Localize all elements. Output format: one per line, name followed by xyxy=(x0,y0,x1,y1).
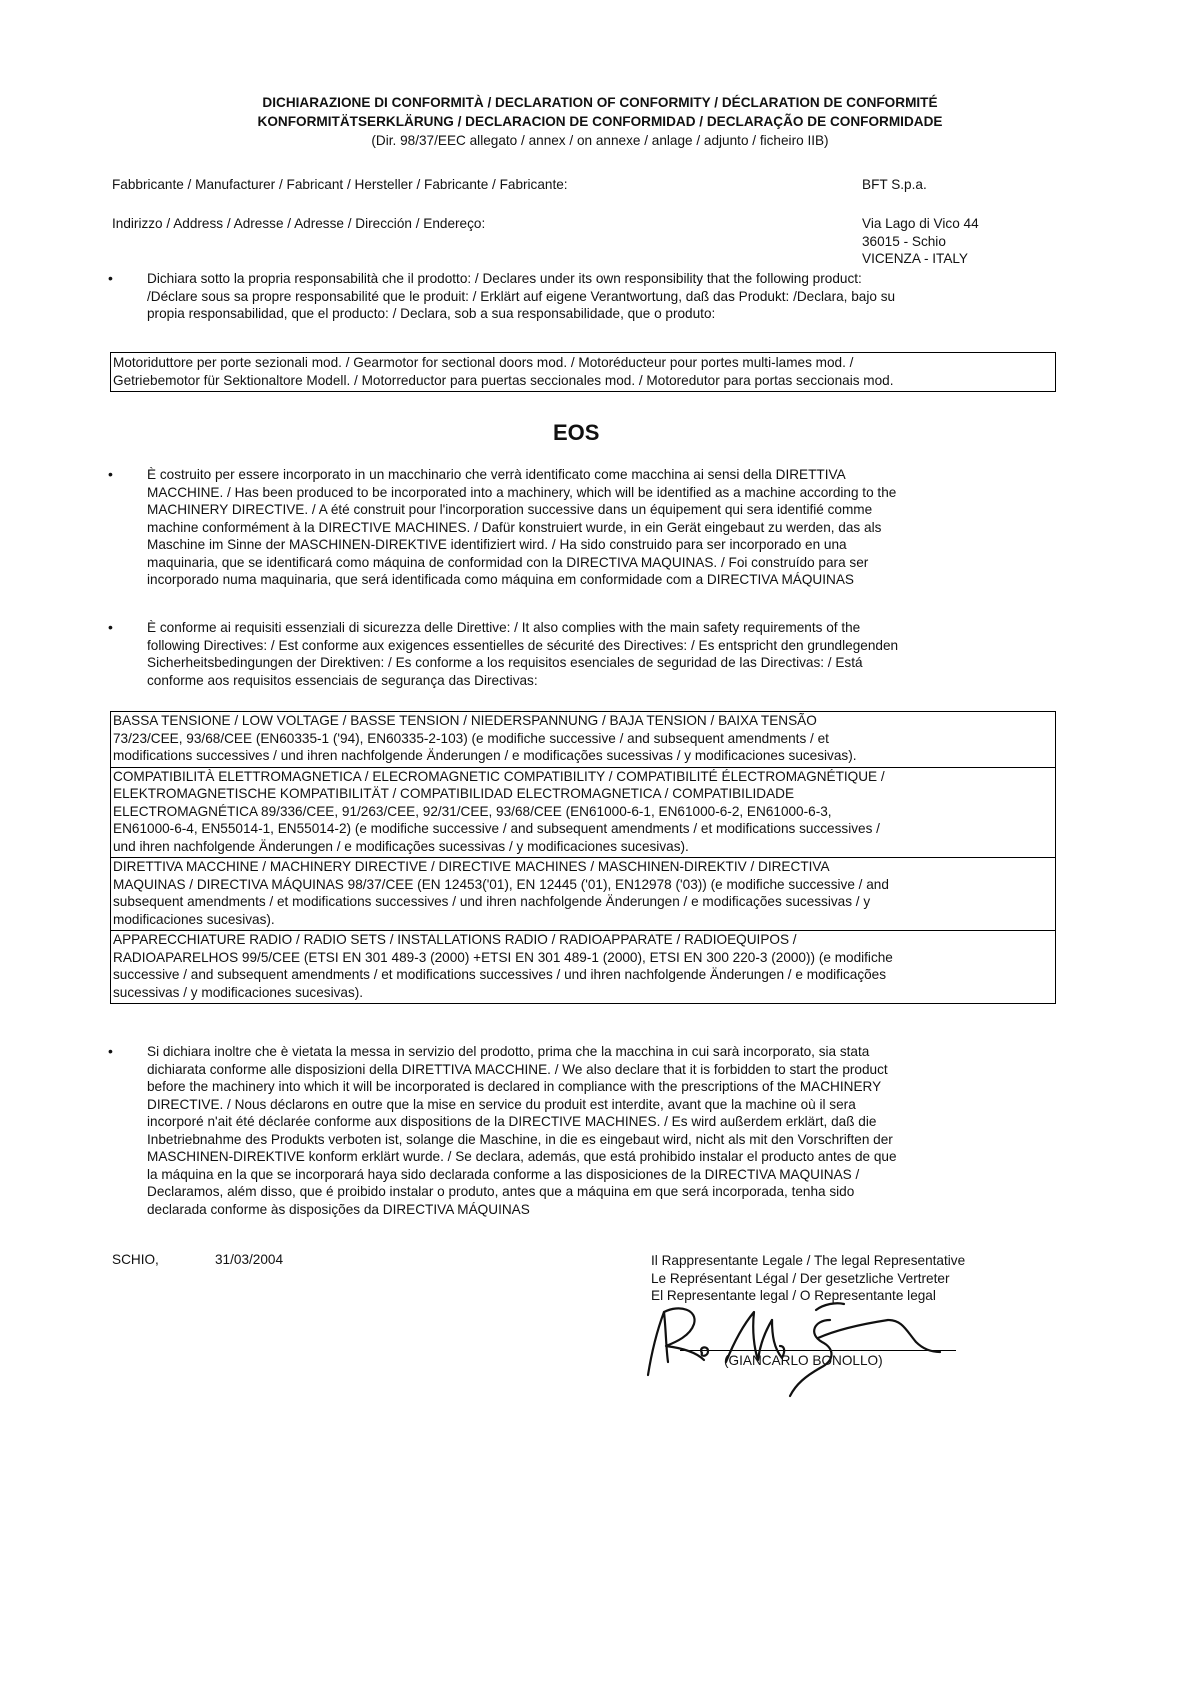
address-line: 36015 - Schio xyxy=(862,233,946,249)
text-line: Si dichiara inoltre che è vietata la messa in servizio del prodotto, prima che la macchina in cui sarà incorporato, sia stata xyxy=(147,1044,870,1059)
text-line: Maschine im Sinne der MASCHINEN-DIREKTIVE identifiziert wird. / Ha sido construido para ser incorporado en una xyxy=(147,537,847,552)
built-for-paragraph xyxy=(147,466,896,589)
text-line: DIRETTIVA MACCHINE / MACHINERY DIRECTIVE / DIRECTIVE MACHINES / MASCHINEN-DIREKTIV / DIRECTIVA xyxy=(113,859,830,874)
text-line: È costruito per essere incorporato in un macchinario che verrà identificato come macchina ai sensi della DIRETTIVA xyxy=(147,467,846,482)
handwritten-signature xyxy=(640,1290,980,1400)
manufacturer-label: Fabbricante / Manufacturer / Fabricant / Hersteller / Fabricante / Fabricante: xyxy=(112,177,568,192)
manufacturer-value: BFT S.p.a. xyxy=(862,177,927,192)
text-line: COMPATIBILITÀ ELETTROMAGNETICA / ELECROMAGNETIC COMPATIBILITY / COMPATIBILITÉ ÉLECTROMAGNÉTIQUE / xyxy=(113,768,885,784)
text-line: successive / and subsequent amendments / et modifications successives / und ihren nachfolgende Änderungen / e modificações xyxy=(113,967,887,982)
header-title-line-2: KONFORMITÄTSERKLÄRUNG / DECLARACION DE CONFORMIDAD / DECLARAÇÃO DE CONFORMIDADE xyxy=(257,114,943,129)
text-line: Getriebemotor für Sektionaltore Modell. / Motorreductor para puertas seccionales mod. / Motoredutor para portas seccionais mod. xyxy=(113,372,894,388)
text-line: incorporado numa maquinaria, que será identificada como máquina em conformidade com a DIRECTIVA MÁQUINAS xyxy=(147,572,854,587)
directive-low-voltage xyxy=(111,712,1055,767)
text-line: sucessivas / y modificaciones sucesivas). xyxy=(113,984,364,1000)
text-line: conforme aos requisitos essenciais de segurança das Directivas: xyxy=(147,672,538,688)
text-line: Motoriduttore per porte sezionali mod. / Gearmotor for sectional doors mod. / Motoréducteur pour portes multi-lames mod. / xyxy=(113,355,854,370)
forbidden-paragraph xyxy=(147,1043,897,1218)
text-line: subsequent amendments / et modifications successives / und ihren nachfolgende Änderungen / e modificações sucessivas / y xyxy=(113,894,871,909)
model-name: EOS xyxy=(553,420,600,445)
directive-emc xyxy=(111,767,1055,858)
text-line: Il Rappresentante Legale / The legal Representative xyxy=(651,1253,966,1268)
date: 31/03/2004 xyxy=(215,1252,284,1267)
address-line: VICENZA - ITALY xyxy=(862,251,969,266)
bullet-icon: • xyxy=(108,1043,113,1059)
directives-table xyxy=(110,711,1056,1004)
signature-stroke xyxy=(790,1320,832,1396)
text-line: El Representante legal / O Representante legal xyxy=(651,1288,936,1303)
text-line: modifications successives / und ihren nachfolgende Änderungen / e modificações sucessivas / y modificaciones sucesivas). xyxy=(113,748,857,763)
text-line: dichiarata conforme alle disposizioni della DIRETTIVA MACCHINE. / We also declare that it is forbidden to start the product xyxy=(147,1061,888,1077)
text-line: declarada conforme às disposições da DIRECTIVA MÁQUINAS xyxy=(147,1201,530,1217)
text-line: MACHINERY DIRECTIVE. / A été construit pour l'incorporation successive dans un équipement qui sera identifié comme xyxy=(147,502,873,517)
text-line: ELEKTROMAGNETISCHE KOMPATIBILITÄT / COMPATIBILIDAD ELECTROMAGNETICA / COMPATIBILIDADE xyxy=(113,786,795,801)
bullet-icon: • xyxy=(108,466,113,482)
text-line: MASCHINEN-DIREKTIVE konform erklärt wurde. / Se declara, además, que está prohibido instalar el producto antes de que xyxy=(147,1149,897,1164)
bullet-icon: • xyxy=(108,619,113,635)
signatory-name: (GIANCARLO BONOLLO) xyxy=(724,1353,883,1368)
text-line: machine conformément à la DIRECTIVE MACHINES. / Dafür konstruiert wurde, in ein Gerät eingebaut zu werden, das als xyxy=(147,519,882,535)
text-line: Le Représentant Légal / Der gesetzliche Vertreter xyxy=(651,1270,950,1286)
text-line: maquinaria, que se identificará como máquina de conformidad con la DIRECTIVA MAQUINAS. / Foi construído para ser xyxy=(147,554,869,570)
text-line: MACCHINE. / Has been produced to be incorporated into a machinery, which will be identified as a machine according to the xyxy=(147,484,897,500)
text-line: BASSA TENSIONE / LOW VOLTAGE / BASSE TENSION / NIEDERSPANNUNG / BAJA TENSION / BAIXA TENSÃO xyxy=(113,713,817,728)
document-header xyxy=(100,93,1100,150)
place: SCHIO, xyxy=(112,1252,159,1267)
text-line: following Directives: / Est conforme aux exigences essentielles de sécurité des Directives: / Es entspricht den grundlegenden xyxy=(147,637,899,653)
signature-stroke xyxy=(816,1303,844,1310)
directive-radio xyxy=(111,930,1055,1003)
header-title-line-1: DICHIARAZIONE DI CONFORMITÀ / DECLARATION OF CONFORMITY / DÉCLARATION DE CONFORMITÉ xyxy=(262,95,938,110)
text-line: APPARECCHIATURE RADIO / RADIO SETS / INSTALLATIONS RADIO / RADIOAPPARATE / RADIOEQUIPOS / xyxy=(113,932,797,947)
signature-stroke xyxy=(772,1320,784,1358)
text-line: DIRECTIVE. / Nous déclarons en outre que la mise en service du produit est interdite, avant que la machine où il sera xyxy=(147,1096,856,1112)
text-line: la máquina en la que se incorporará haya sido declarada conforme a las disposiciones de la DIRECTIVA MAQUINAS / xyxy=(147,1166,860,1182)
text-line: ELECTROMAGNÉTICA 89/336/CEE, 91/263/CEE, 92/31/CEE, 93/68/CEE (EN61000-6-1, EN61000-6-2, EN61000-6-3, xyxy=(113,803,832,819)
text-line: Sicherheitsbedingungen der Direktiven: / Es conforme a los requisitos esenciales de seguridad de las Directivas: / Está xyxy=(147,655,863,670)
text-line: È conforme ai requisiti essenziali di sicurezza delle Direttive: / It also complies with the main safety requirements of the xyxy=(147,620,861,635)
directive-machinery xyxy=(111,857,1055,930)
text-line: MAQUINAS / DIRECTIVA MÁQUINAS 98/37/CEE (EN 12453('01), EN 12445 ('01), EN12978 ('03)) (e modifiche successive / and xyxy=(113,876,889,892)
signature-stroke xyxy=(648,1312,668,1375)
bullet-icon: • xyxy=(108,270,113,286)
signature-stroke xyxy=(726,1312,772,1362)
text-line: Dichiara sotto la propria responsabilità che il prodotto: / Declares under its own responsibility that the following product: xyxy=(147,271,862,286)
address-line: Via Lago di Vico 44 xyxy=(862,216,979,231)
text-line: /Déclare sous sa propre responsabilité que le produit: / Erklärt auf eigene Verantwortung, daß das Produkt: /Declara, bajo su xyxy=(147,288,896,304)
text-line: Inbetriebnahme des Produkts verboten ist, solange die Maschine, in die es eingebaut wird, nicht als mit den Vorschriften der xyxy=(147,1131,893,1147)
text-line: EN61000-6-4, EN55014-1, EN55014-2) (e modifiche successive / and subsequent amendments / et modifications successives / xyxy=(113,821,880,836)
signature-stroke xyxy=(701,1347,708,1355)
signature-stroke xyxy=(664,1308,704,1360)
text-line: und ihren nachfolgende Änderungen / e modificações sucessivas / y modificaciones sucesivas). xyxy=(113,838,689,854)
complies-paragraph xyxy=(147,619,898,689)
text-line: modificaciones sucesivas). xyxy=(113,911,275,927)
address-label: Indirizzo / Address / Adresse / Adresse / Dirección / Endereço: xyxy=(112,216,486,231)
text-line: Declaramos, além disso, que é proibido instalar o produto, antes que a máquina em que será incorporada, tenha sido xyxy=(147,1184,855,1199)
text-line: before the machinery into which it will be incorporated is declared in compliance with the prescriptions of the MACHINERY xyxy=(147,1079,882,1094)
text-line: propia responsabilidad, que el producto: / Declara, sob a sua responsabilidade, que o produto: xyxy=(147,306,716,321)
product-description-box xyxy=(110,352,1056,392)
text-line: 73/23/CEE, 93/68/CEE (EN60335-1 ('94), EN60335-2-103) (e modifiche successive / and subsequent amendments / et xyxy=(113,730,829,746)
header-directive-reference: (Dir. 98/37/EEC allegato / annex / on annexe / anlage / adjunto / ficheiro IIB) xyxy=(371,133,829,148)
signature-stroke xyxy=(818,1320,940,1352)
text-line: RADIOAPARELHOS 99/5/CEE (ETSI EN 301 489-3 (2000) +ETSI EN 301 489-1 (2000), ETSI EN 300 220-3 (2000)) (e modifiche xyxy=(113,949,893,965)
text-line: incorporé n'ait été déclarée conforme aux dispositions de la DIRECTIVE MACHINES. / Es wird außerdem erklärt, daß die xyxy=(147,1114,877,1129)
declares-paragraph xyxy=(147,270,895,323)
address-block xyxy=(862,215,979,268)
